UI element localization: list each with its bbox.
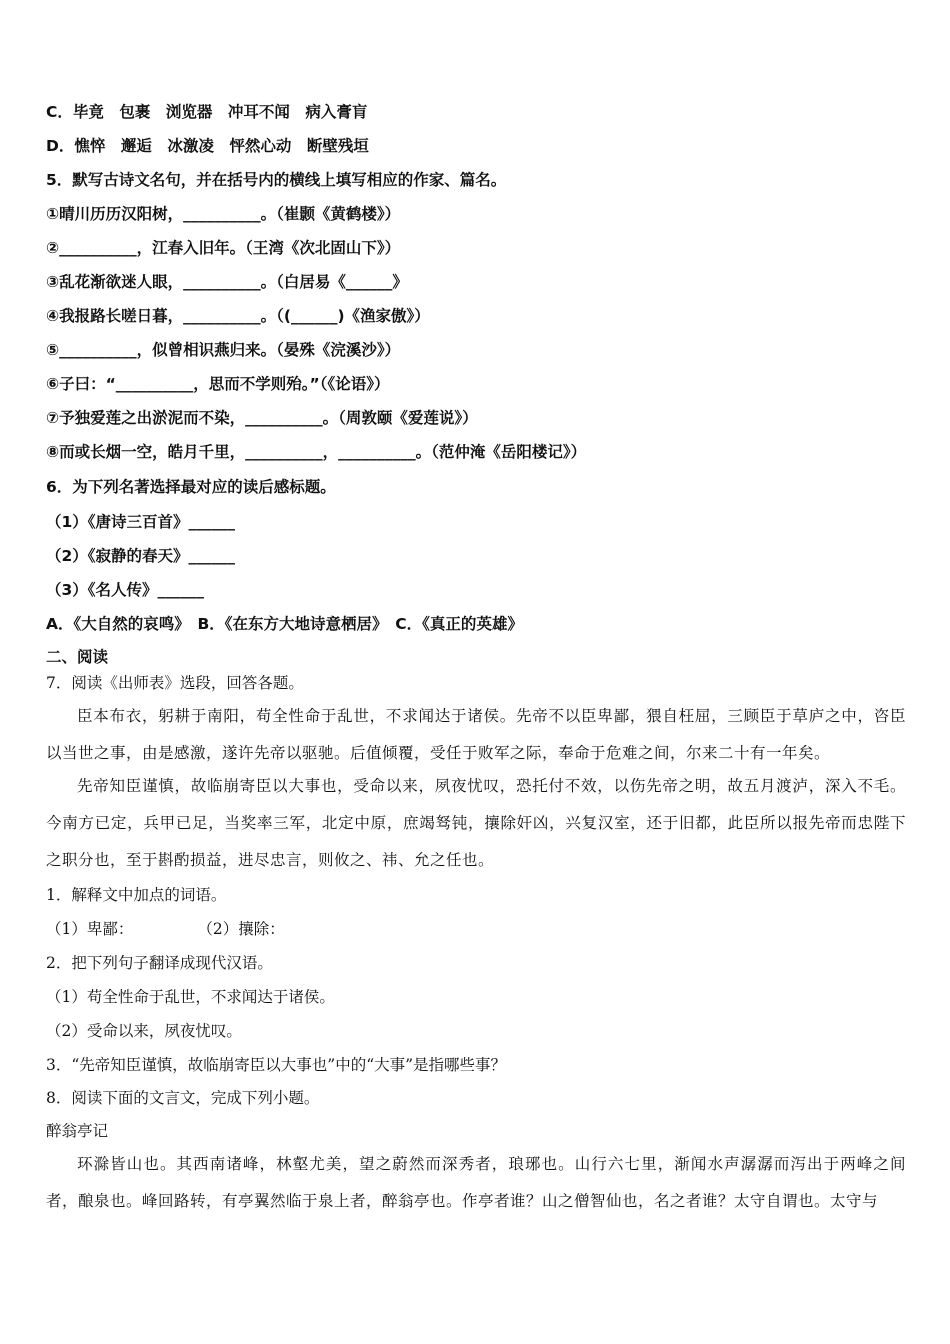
option-d: D．憔悴 邂逅 冰激凌 怦然心动 断壁残垣	[46, 137, 369, 155]
q7-sub-question: 2．把下列句子翻译成现代汉语。	[46, 954, 273, 972]
question-5-stem: 5．默写古诗文名句，并在括号内的横线上填写相应的作家、篇名。	[46, 171, 507, 189]
q6-item: （3）《名人传》______	[46, 581, 205, 599]
section-heading: 二、阅读	[46, 648, 109, 666]
passage-title: 醉翁亭记	[46, 1122, 109, 1140]
q7-sub-question: 1．解释文中加点的词语。	[46, 886, 227, 904]
option-c: C．毕竟 包裹 浏览器 冲耳不闻 病入膏肓	[46, 103, 368, 121]
q7-sub-question: 3．“先帝知臣谨慎，故临崩寄臣以大事也”中的“大事”是指哪些事？	[46, 1056, 507, 1074]
q7-sub-item: （2）受命以来，夙夜忧叹。	[46, 1022, 242, 1040]
q5-item: ②__________，江春入旧年。（王湾《次北固山下》）	[46, 239, 401, 257]
q5-item: ③乱花渐欲迷人眼，__________。（白居易《______》	[46, 273, 408, 291]
q7-passage-paragraph: 先帝知臣谨慎，故临崩寄臣以大事也，受命以来，夙夜忧叹，恐托付不效，以伤先帝之明，故五月渡泸，深入不毛。今南方已定，兵甲已足，当奖率三军，北定中原，庶竭驽钝，攘除奸凶，兴复汉室，还于旧都，此臣所以报先帝而忠陛下之职分也，至于斟酌损益，进尽忠言，则攸之、祎、允之任也。	[46, 777, 906, 869]
q5-item: ⑤__________，似曾相识燕归来。（晏殊《浣溪沙》）	[46, 341, 401, 359]
q5-item: ①晴川历历汉阳树，__________。（崔颢《黄鹤楼》）	[46, 205, 401, 223]
q7-sub-item: （1）卑鄙：	[46, 920, 134, 938]
question-8-stem: 8．阅读下面的文言文，完成下列小题。	[46, 1089, 320, 1107]
q7-sub-item: （2）攘除：	[197, 920, 285, 938]
q7-sub-item: （1）苟全性命于乱世，不求闻达于诸侯。	[46, 988, 335, 1006]
q7-passage-paragraph: 臣本布衣，躬耕于南阳，苟全性命于乱世，不求闻达于诸侯。先帝不以臣卑鄙，猥自枉屈，三顾臣于草庐之中，咨臣以当世之事，由是感激，遂许先帝以驱驰。后值倾覆，受任于败军之际，奉命于危难之间，尔来二十有一年矣。	[46, 707, 906, 762]
q6-item: （2）《寂静的春天》______	[46, 547, 236, 565]
q6-item: （1）《唐诗三百首》______	[46, 513, 236, 531]
q6-options: A．《大自然的哀鸣》 B．《在东方大地诗意栖居》 C．《真正的英雄》	[46, 615, 523, 633]
q5-item: ⑥子曰：“__________，思而不学则殆。”（《论语》）	[46, 375, 390, 393]
q5-item: ⑦予独爱莲之出淤泥而不染，__________。（周敦颐《爱莲说》）	[46, 409, 478, 427]
q5-item: ⑧而或长烟一空，皓月千里，__________，__________。（范仲淹《岳阳楼记》）	[46, 443, 587, 461]
question-7-stem: 7．阅读《出师表》选段，回答各题。	[46, 674, 304, 692]
question-6-stem: 6．为下列名著选择最对应的读后感标题。	[46, 478, 336, 496]
q7-sub-item-row	[46, 918, 285, 940]
q5-item: ④我报路长嗟日暮，__________。（(______)《渔家傲》）	[46, 307, 430, 325]
q8-passage-paragraph: 环滁皆山也。其西南诸峰，林壑尤美，望之蔚然而深秀者，琅琊也。山行六七里，渐闻水声潺潺而泻出于两峰之间者，酿泉也。峰回路转，有亭翼然临于泉上者，醉翁亭也。作亭者谁？山之僧智仙也，名之者谁？太守自谓也。太守与	[46, 1155, 906, 1210]
